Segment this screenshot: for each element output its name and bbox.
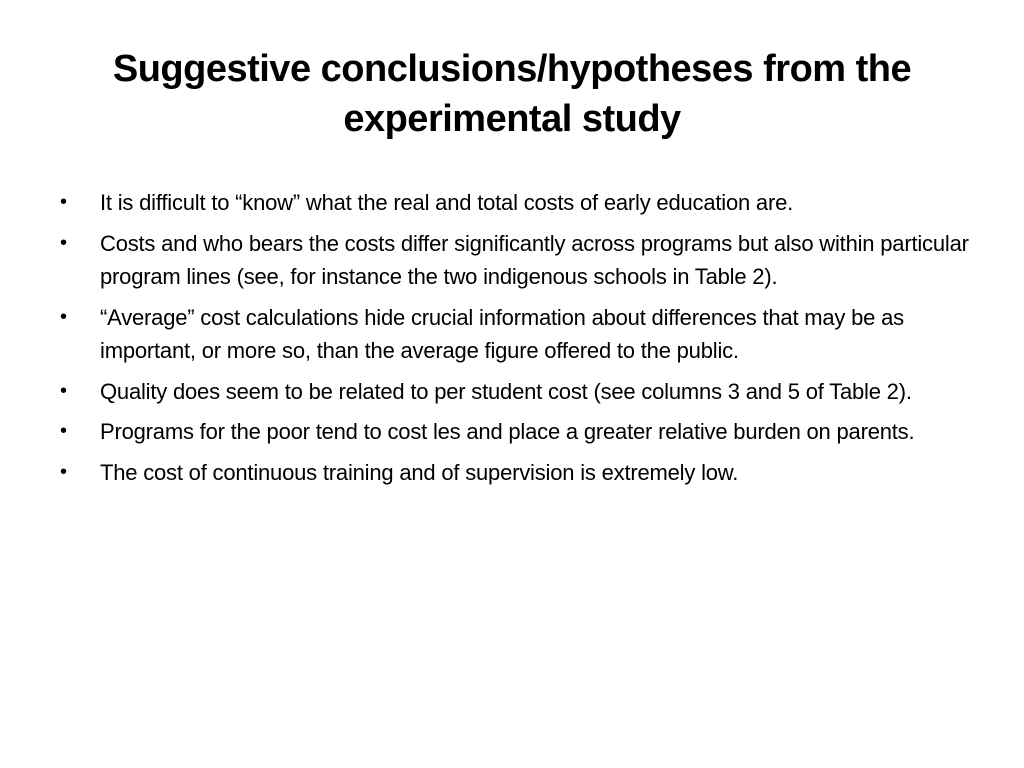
bullet-icon: • [60, 231, 67, 254]
bullet-text: It is difficult to “know” what the real and total costs of early education are. [100, 190, 794, 215]
bullet-icon: • [60, 305, 67, 328]
bullet-text: The cost of continuous training and of supervision is extremely low. [100, 459, 739, 485]
bullet-item [56, 456, 972, 490]
bullet-icon: • [60, 460, 67, 483]
bullet-item [56, 186, 972, 220]
bullet-text: “Average” cost calculations hide crucial information about differences that may be as important, or more so, than the average figure offered to the public. [100, 304, 904, 363]
bullet-icon: • [60, 379, 67, 402]
bullet-list [56, 186, 972, 496]
bullet-item [56, 415, 972, 449]
slide-title: Suggestive conclusions/hypotheses from the experimental study [112, 48, 912, 140]
bullet-item [56, 227, 972, 294]
bullet-item [56, 375, 972, 409]
bullet-icon: • [60, 191, 67, 213]
bullet-text: Costs and who bears the costs differ significantly across programs but also within particular program lines (see, for instance the two indigenous schools in Table 2). [100, 230, 969, 289]
bullet-icon: • [60, 420, 67, 442]
bullet-text: Programs for the poor tend to cost les and place a greater relative burden on parents. [100, 419, 915, 444]
bullet-item [56, 301, 972, 368]
bullet-text: Quality does seem to be related to per student cost (see columns 3 and 5 of Table 2). [100, 378, 912, 404]
